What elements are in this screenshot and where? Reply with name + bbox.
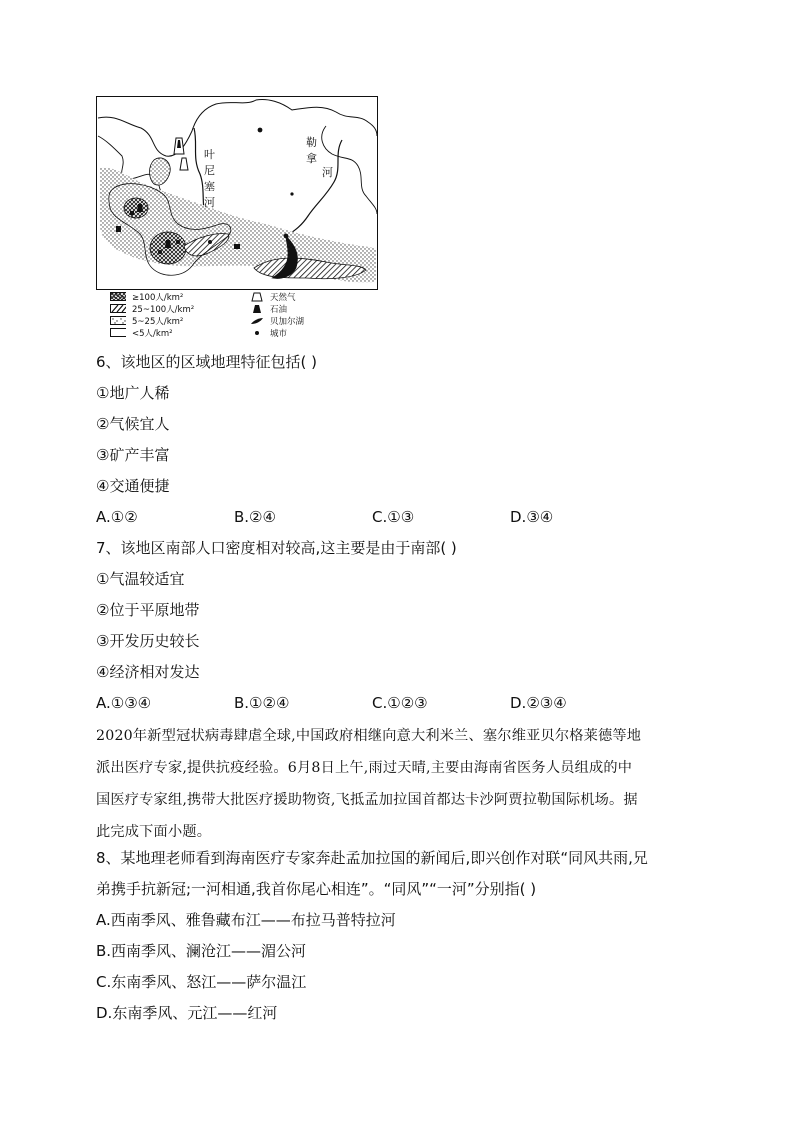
oil-icon-map-2 (137, 204, 143, 212)
yenisei-label-1: 叶 (204, 148, 215, 161)
gas-icon-map-2 (180, 158, 188, 170)
legend-item-baikal (248, 315, 304, 326)
passage-line: 2020年新型冠状病毒肆虐全球,中国政府相继向意大利米兰、塞尔维亚贝尔格莱德等地 (96, 728, 642, 744)
siberia-population-map (96, 96, 378, 290)
legend-label: 天然气 (270, 292, 296, 303)
q6-option-a[interactable]: A.①② (96, 508, 138, 526)
city-dot (258, 128, 263, 133)
q8-option-a[interactable]: A.西南季风、雅鲁藏布江——布拉马普特拉河 (96, 911, 396, 929)
q6-option-d[interactable]: D.③④ (510, 508, 554, 526)
oil-icon-map-4 (165, 240, 171, 248)
q7-option-d[interactable]: D.②③④ (510, 694, 567, 712)
q6-item: ①地广人稀 (96, 384, 170, 402)
q8-option-c[interactable]: C.东南季风、怒江——萨尔温江 (96, 973, 307, 991)
passage-line: 此完成下面小题。 (96, 824, 212, 840)
city-icon (248, 328, 264, 338)
yenisei-label-3: 塞 (204, 180, 215, 193)
q6-item: ②气候宜人 (96, 415, 170, 433)
map-marker (130, 211, 134, 215)
q7-option-a[interactable]: A.①③④ (96, 694, 152, 712)
map-legend (110, 291, 370, 343)
map-marker (234, 244, 240, 249)
oil-icon (248, 304, 264, 314)
natural-gas-icon (248, 292, 264, 302)
city-dot (284, 234, 289, 239)
q7-item: ③开发历史较长 (96, 632, 200, 650)
passage-line: 派出医疗专家,提供抗疫经验。6月8日上午,雨过天晴,主要由海南省医务人员组成的中 (96, 760, 633, 776)
q8-option-b[interactable]: B.西南季风、澜沧江——湄公河 (96, 942, 307, 960)
q8-stem-line: 8、某地理老师看到海南医疗专家奔赴孟加拉国的新闻后,即兴创作对联“同风共雨,兄 (96, 849, 648, 867)
legend-label: 石油 (270, 304, 288, 315)
yenisei-label-4: 河 (204, 196, 215, 209)
dot-swatch-icon (110, 316, 126, 326)
legend-item-100 (110, 291, 183, 302)
yenisei-label-2: 尼 (204, 164, 215, 177)
q7-item: ④经济相对发达 (96, 663, 200, 681)
q7-option-c[interactable]: C.①②③ (372, 694, 428, 712)
q6-stem: 6、该地区的区域地理特征包括( ) (96, 353, 318, 371)
q7-stem: 7、该地区南部人口密度相对较高,这主要是由于南部( ) (96, 539, 457, 557)
legend-label: 城市 (270, 328, 288, 339)
reading-passage (96, 720, 701, 848)
q7-item: ①气温较适宜 (96, 570, 185, 588)
q7-option-b[interactable]: B.①②④ (234, 694, 290, 712)
legend-label: 25~100人/km² (132, 304, 195, 315)
city-dot (176, 240, 180, 244)
lena-label-1: 勒 (306, 136, 317, 149)
q6-option-c[interactable]: C.①③ (372, 508, 415, 526)
legend-label: ≥100人/km² (132, 292, 184, 303)
q7-item: ②位于平原地带 (96, 601, 200, 619)
legend-label: <5人/km² (132, 328, 173, 339)
legend-item-city (248, 327, 287, 338)
blank-swatch-icon (110, 328, 126, 338)
legend-item-lt5 (110, 327, 173, 338)
oil-icon-map-3 (116, 226, 121, 232)
city-dot (158, 250, 162, 254)
passage-line: 国医疗专家组,携带大批医疗援助物资,飞抵孟加拉国首都达卡沙阿贾拉勒国际机场。据 (96, 792, 638, 808)
q6-item: ④交通便捷 (96, 477, 170, 495)
hatch-swatch-icon (110, 304, 126, 314)
legend-item-oil (248, 303, 287, 314)
legend-label: 5~25人/km² (132, 316, 184, 327)
lena-label-2: 拿 (306, 152, 317, 165)
pop-zone-100-west (124, 198, 148, 218)
lena-label-3: 河 (322, 166, 333, 179)
legend-item-25-100 (110, 303, 194, 314)
legend-item-5-25 (110, 315, 183, 326)
legend-item-gas (248, 291, 296, 302)
city-dot (208, 240, 212, 244)
q6-option-b[interactable]: B.②④ (234, 508, 276, 526)
lake-icon (248, 316, 264, 326)
cross-hatch-swatch-icon (110, 292, 126, 302)
q6-item: ③矿产丰富 (96, 446, 170, 464)
q8-stem-line: 弟携手抗新冠;一河相通,我首你尾心相连”。“同风”“一河”分别指( ) (96, 880, 537, 898)
city-dot (290, 192, 293, 195)
q8-option-d[interactable]: D.东南季风、元江——红河 (96, 1004, 278, 1022)
legend-label: 贝加尔湖 (270, 316, 305, 327)
